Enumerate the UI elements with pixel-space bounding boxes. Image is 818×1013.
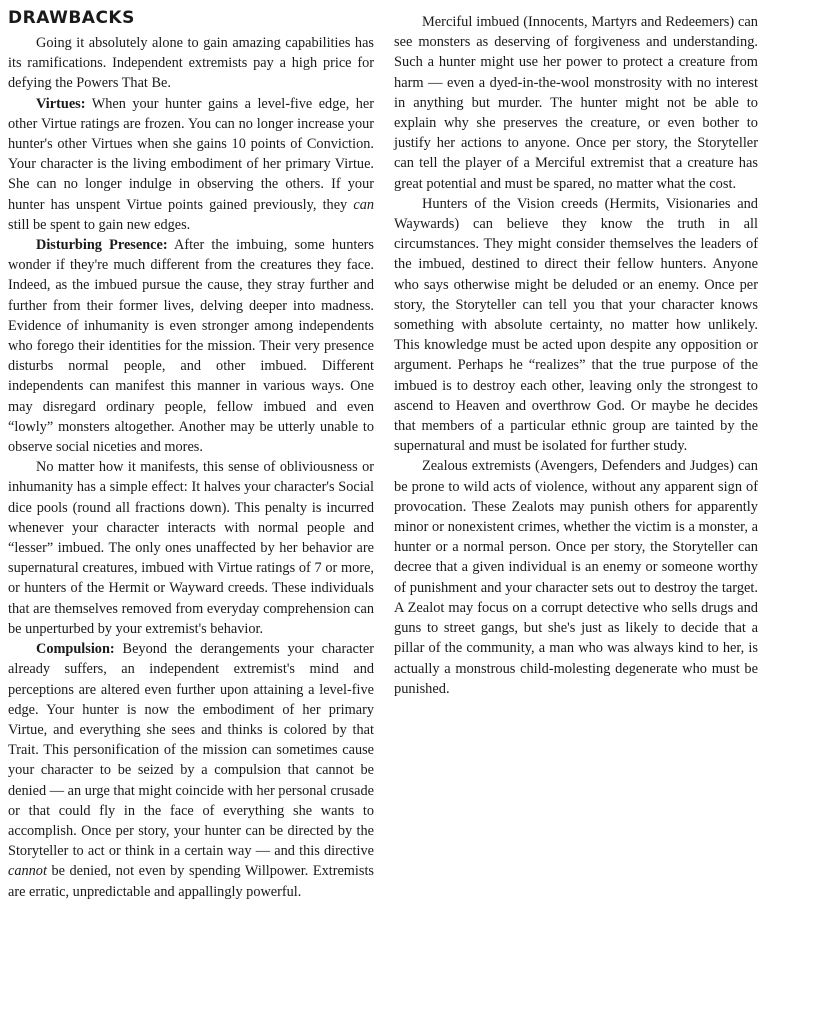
compulsion-text-b: be denied, not even by spending Willpower. Extremists are erratic, unpredictable and appallingly powerful.	[8, 863, 374, 900]
left-column	[8, 8, 374, 902]
term-compulsion: Compulsion:	[36, 641, 115, 658]
term-disturbing-presence: Disturbing Presence:	[36, 237, 168, 254]
virtues-text-b: still be spent to gain new edges.	[8, 216, 191, 233]
term-virtues: Virtues:	[36, 95, 86, 112]
compulsion-text-a: Beyond the derangements your character already suffers, an independent extremist's mind and perceptions are altered even further upon attaining a level-five edge. Your hunter is now the embodiment of her primary Virtue, and everything she sees and thinks is colored by that Trait. This personification of the mission can sometimes cause your character to be seized by a compulsion that cannot be denied — an urge that might coincide with her personal crusade or that could fly in the face of everything she wants to accomplish. Once per story, your hunter can be directed by the Storyteller to act or think in a certain way — and this directive	[8, 641, 374, 860]
paragraph-compulsion	[8, 639, 374, 902]
disturbing-presence-text: After the imbuing, some hunters wonder if they're much different from the creatures they face. Indeed, as the imbued pursue the cause, they stray further and further from their former lives, delving deeper into madness. Evidence of inhumanity is even stronger among independents who forego their identities for the mission. Their very presence disturbs normal people, and other imbued. Different independents can manifest this manner in various ways. One may disregard ordinary people, fellow imbued and even “lowly” monsters altogether. Another may be utterly unable to observe social niceties and mores.	[8, 237, 374, 456]
paragraph-disturbing-presence	[8, 235, 374, 457]
right-column	[394, 12, 758, 699]
virtues-text-a: When your hunter gains a level-five edge, her other Virtue ratings are frozen. You can no longer increase your hunter's other Virtues when she gains 10 points of Conviction. Your character is the living embodiment of her primary Virtue. She can no longer indulge in observing the others. If your hunter has unspent Virtue points gained previously, they	[8, 95, 374, 213]
paragraph-zealous: Zealous extremists (Avengers, Defenders and Judges) can be prone to wild acts of violence, without any apparent sign of provocation. These Zealots may punish others for apparently minor or nonexistent crimes, whether the victim is a monster, a hunter or a normal person. Once per story, the Storyteller can decree that a given individual is an enemy or someone worthy of punishment and your character sets out to destroy the target. A Zealot may focus on a corrupt detective who sells drugs and guns to street gangs, but she's just as likely to decide that a pillar of the community, a man who was always kind to her, is actually a monstrous child-molesting degenerate who must be punished.	[394, 458, 758, 697]
virtues-emphasis: can	[353, 196, 374, 213]
paragraph-obliviousness: No matter how it manifests, this sense of obliviousness or inhumanity has a simple effect: It halves your character's Social dice pools (round all fractions down). This penalty is incurred whenever your character interacts with normal people and “lesser” imbued. The only ones unaffected by her behavior are supernatural creatures, imbued with Virtue ratings of 7 or more, or hunters of the Hermit or Wayward creeds. These individuals that are themselves removed from everyday comprehension can be unperturbed by your extremist's behavior.	[8, 459, 374, 637]
paragraph-vision: Hunters of the Vision creeds (Hermits, Visionaries and Waywards) can believe they know the truth in all circumstances. They might consider themselves the leaders of the imbued, destined to direct their fellow hunters. Anyone who says otherwise might be deluded or an enemy. Once per story, the Storyteller can tell you that your character knows something with absolute certainty, no matter how unlikely. This knowledge must be acted upon despite any opposition or argument. Perhaps he “realizes” that the true purpose of the imbued is to destroy each other, leaving only the strongest to ascend to Heaven and overthrow God. Or maybe he decides that members of a particular ethnic group are tainted by the supernatural and must be isolated for further study.	[394, 195, 758, 455]
paragraph-intro: Going it absolutely alone to gain amazing capabilities has its ramifications. Independent extremists pay a high price for defying the Powers That Be.	[8, 35, 374, 92]
paragraph-virtues	[8, 94, 374, 235]
compulsion-emphasis: cannot	[8, 863, 47, 880]
section-heading: DRAWBACKS	[8, 8, 135, 28]
paragraph-merciful: Merciful imbued (Innocents, Martyrs and Redeemers) can see monsters as deserving of forgiveness and understanding. Such a hunter might use her power to protect a creature from harm — even a dyed-in-the-wool monstrosity with no interest in anything but murder. The hunter might not be able to explain why she preserves the creature, or even bother to justify her actions to anyone. Once per story, the Storyteller can tell the player of a Merciful extremist that a creature has great potential and must be spared, no matter what the cost.	[394, 14, 758, 192]
